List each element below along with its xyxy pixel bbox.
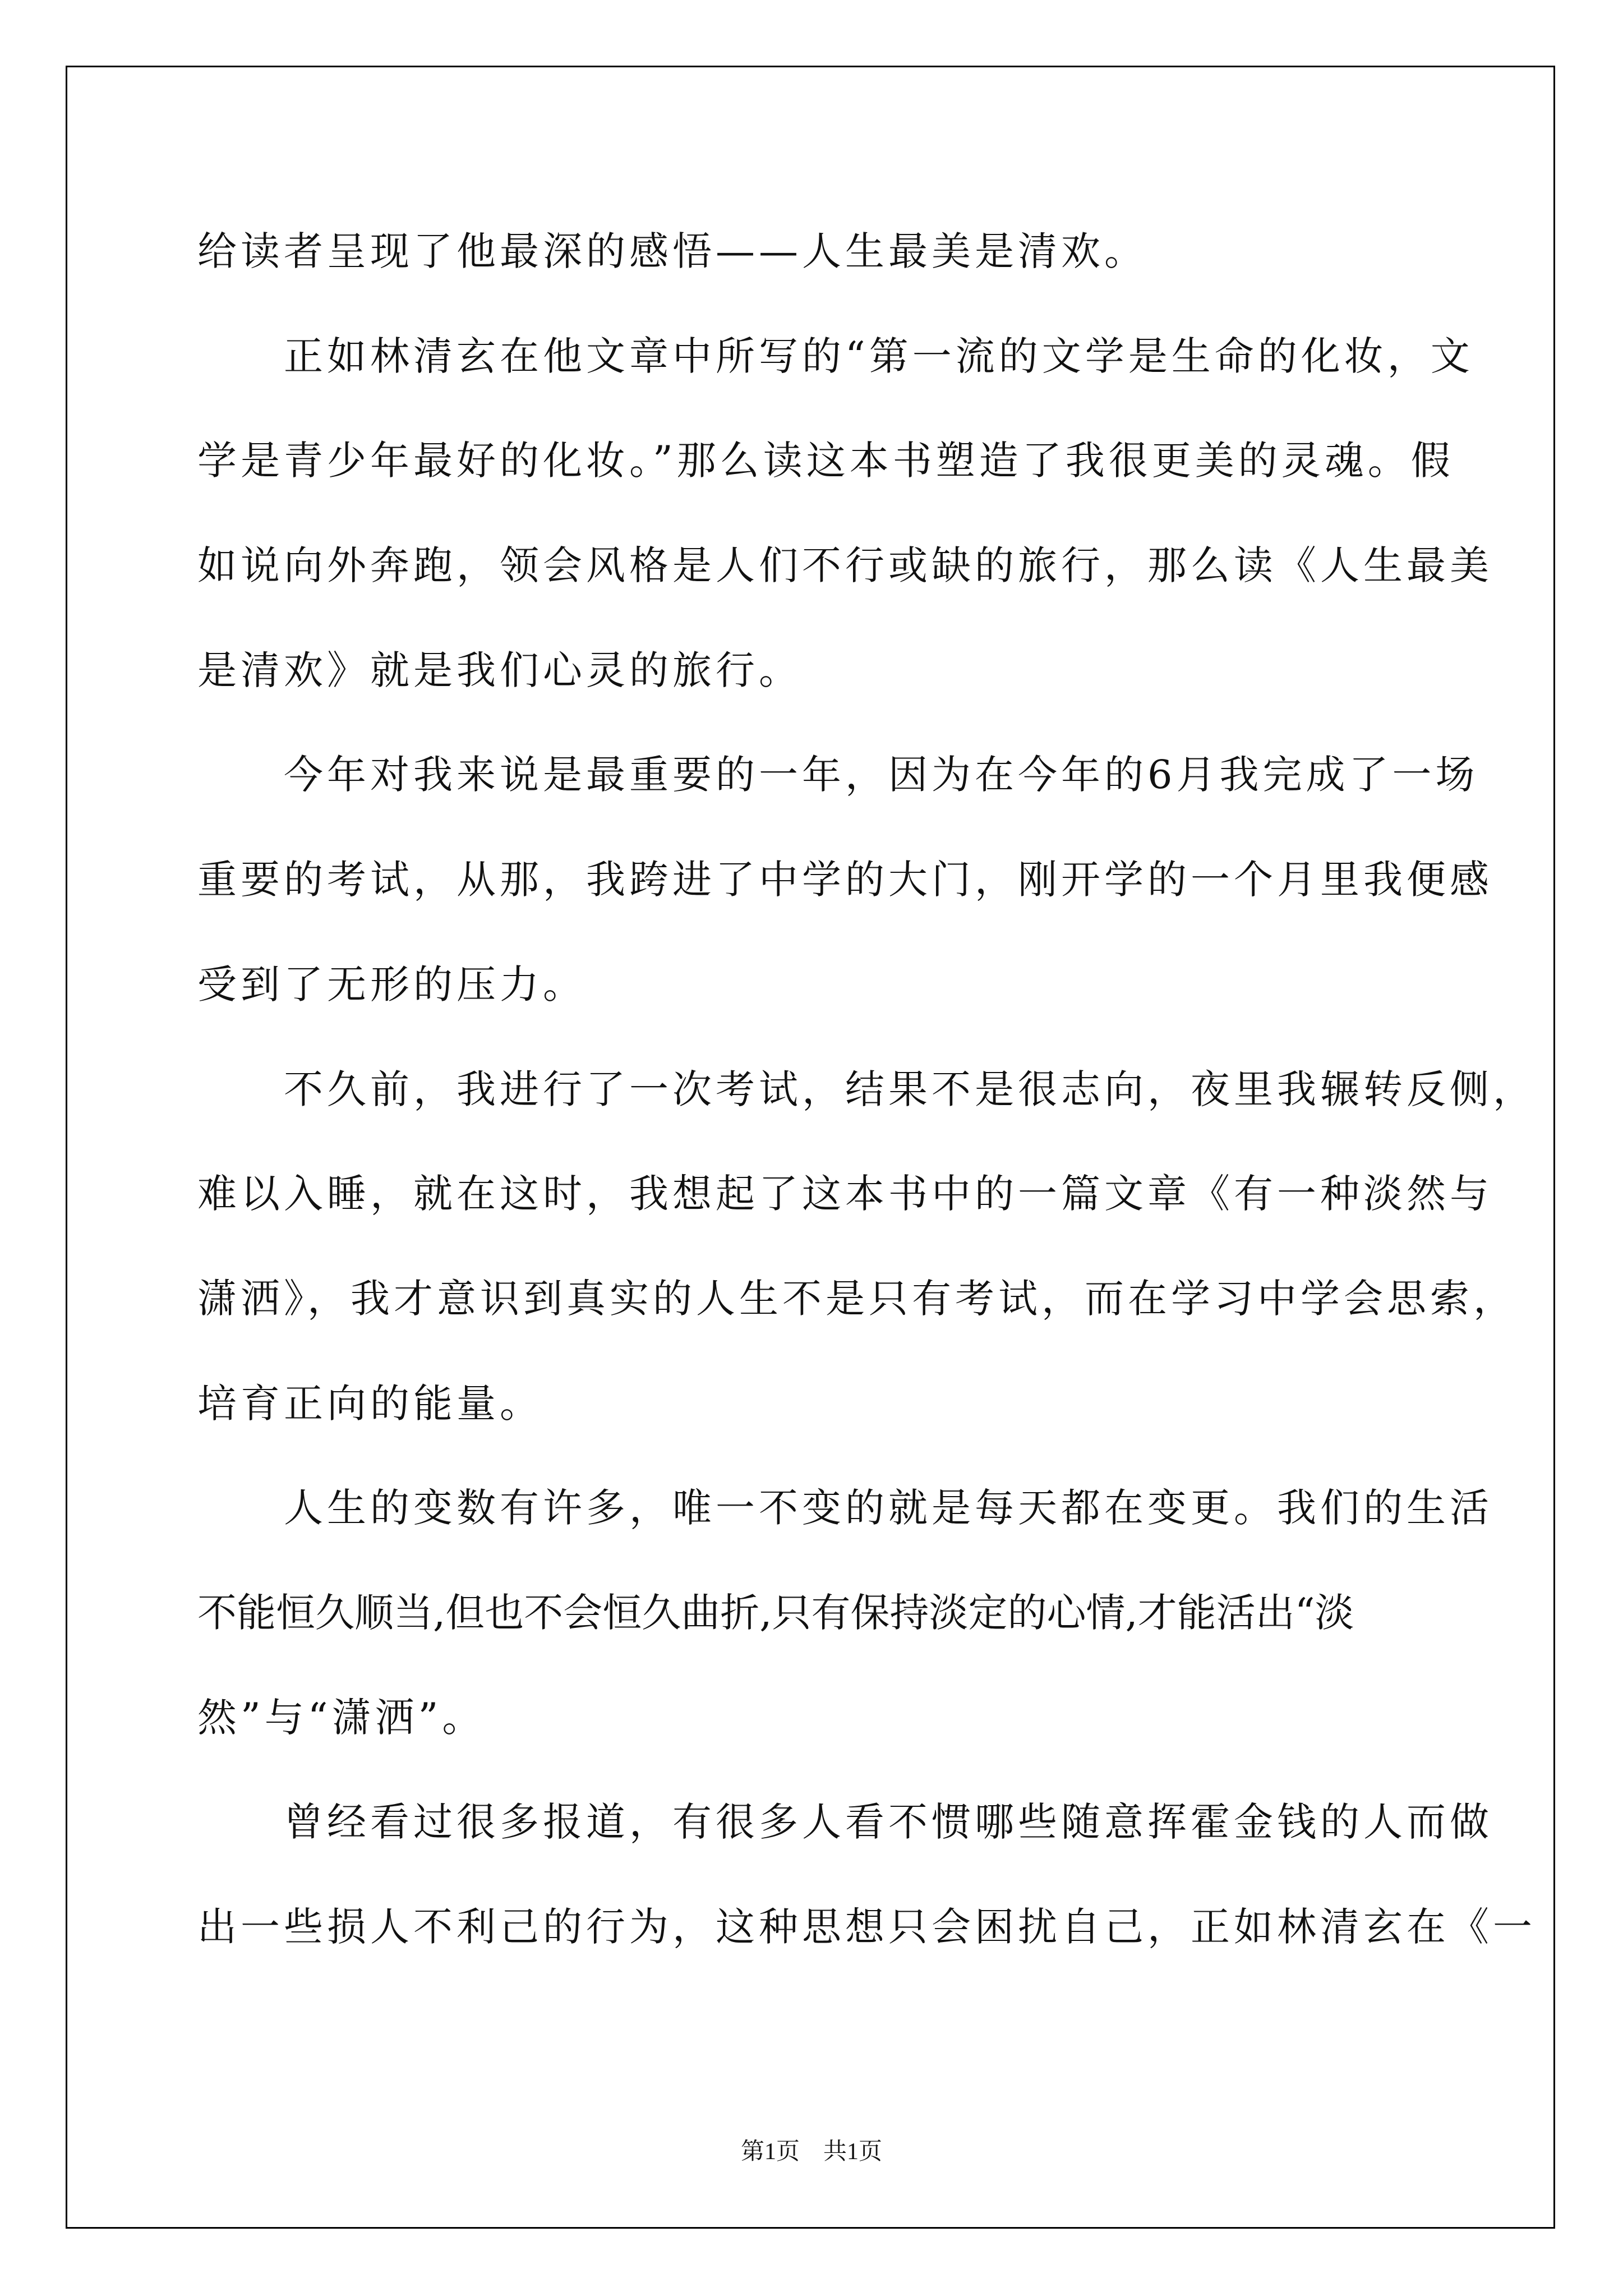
text-line: 出一些损人不利己的行为，这种思想只会困扰自己，正如林清玄在《一: [197, 1904, 1536, 1950]
text-line: 如说向外奔跑，领会风格是人们不行或缺的旅行，那么读《人生最美: [197, 542, 1493, 589]
text-line: 人生的变数有许多，唯一不变的就是每天都在变更。我们的生活: [197, 1485, 1493, 1531]
text-line: 给读者呈现了他最深的感悟——人生最美是清欢。: [197, 228, 1147, 274]
text-line: 然”与“潇洒”。: [197, 1694, 486, 1741]
text-line: 是清欢》就是我们心灵的旅行。: [197, 647, 802, 693]
document-body: [197, 199, 1536, 1980]
text-line: 学是青少年最好的化妆。”那么读这本书塑造了我很更美的灵魂。假: [197, 438, 1454, 484]
text-line: 难以入睡，就在这时，我想起了这本书中的一篇文章《有一种淡然与: [197, 1171, 1493, 1217]
text-line: 今年对我来说是最重要的一年，因为在今年的6月我完成了一场: [197, 752, 1479, 798]
page-number-footer: 第1页 共1页: [740, 2139, 882, 2165]
text-line: 不久前，我进行了一次考试，结果不是很志向，夜里我辗转反侧，: [197, 1066, 1536, 1112]
text-line: 重要的考试，从那，我跨进了中学的大门，刚开学的一个月里我便感: [197, 857, 1493, 903]
text-line: 不能恒久顺当,但也不会恒久曲折,只有保持淡定的心情,才能活出“淡: [197, 1589, 1354, 1636]
text-line: 培育正向的能量。: [197, 1380, 543, 1427]
text-line: 潇洒》，我才意识到真实的人生不是只有考试，而在学习中学会思索，: [197, 1275, 1516, 1322]
text-line: 正如林清玄在他文章中所写的“第一流的文学是生命的化妆，文: [197, 333, 1474, 379]
text-line: 曾经看过很多报道，有很多人看不惯哪些随意挥霍金钱的人而做: [197, 1799, 1493, 1846]
text-line: 受到了无形的压力。: [197, 961, 586, 1007]
